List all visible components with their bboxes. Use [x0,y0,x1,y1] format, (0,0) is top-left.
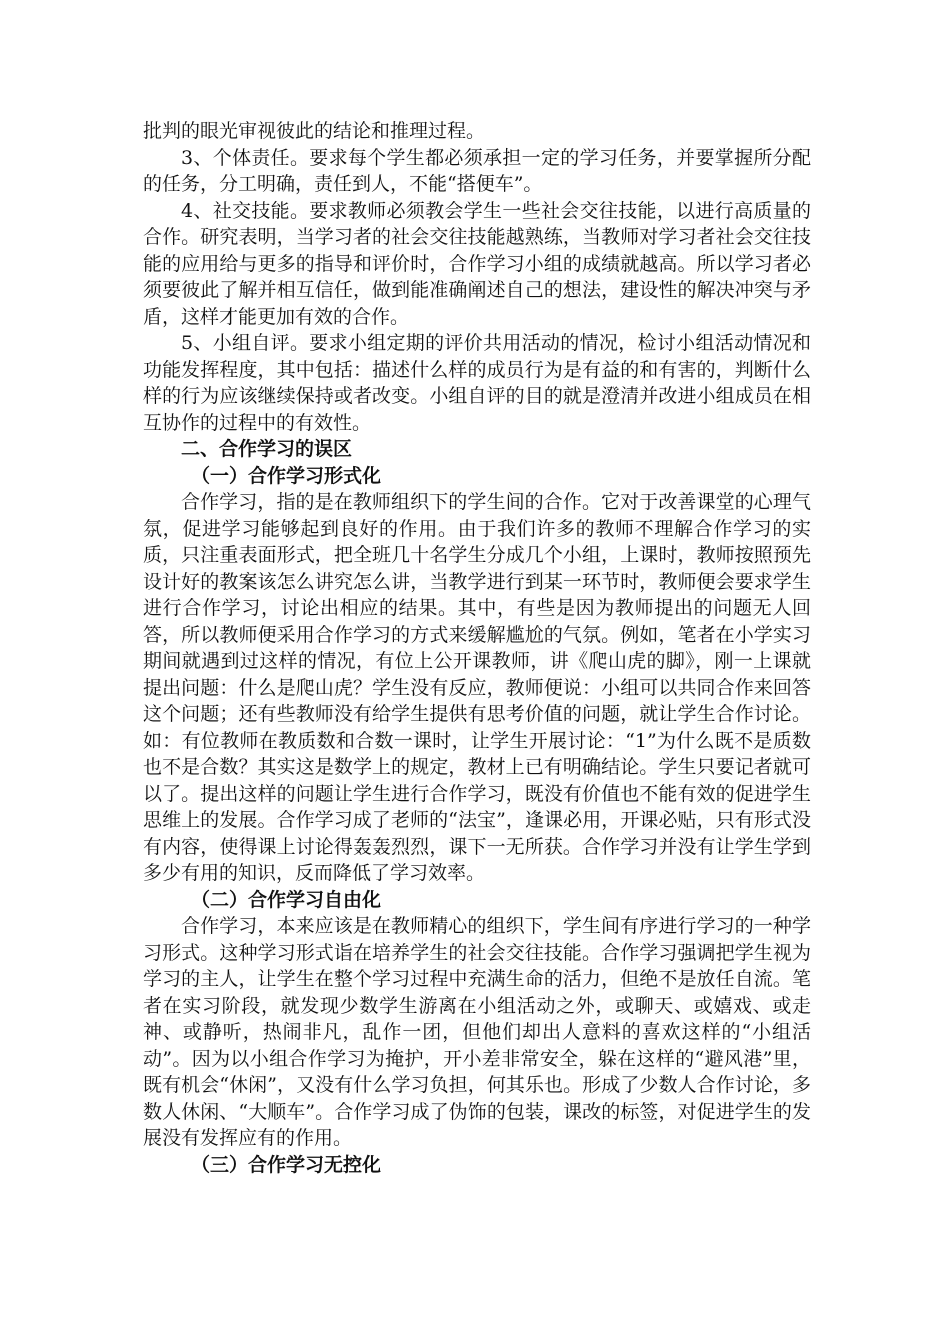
paragraph-continued: 批判的眼光审视彼此的结论和推理过程。 [143,120,486,142]
paragraph-liberalization: 合作学习，本来应该是在教师精心的组织下，学生间有序进行学习的一种学习形式。这种学习形式诣在培养学生的社会交往技能。合作学习强调把学生视为学习的主人，让学生在整个学习过程中充满生命的活力，但绝不是放任自流。笔者在实习阶段，就发现少数学生游离在小组活动之外，或聊天、或嬉戏、或走神、或静听，热闹非凡，乱作一团，但他们却出人意料的喜欢这样的“小组活动”。因为以小组合作学习为掩护，开小差非常安全，躲在这样的“避风港”里，既有机会“休闲”，又没有什么学习负担，何其乐也。形成了少数人合作讨论，多数人休闲、“大顺车”。合作学习成了伪饰的包装，课改的标签，对促进学生的发展没有发挥应有的作用。 [143,915,811,1149]
section-heading: 二、合作学习的误区 [181,438,353,460]
paragraph-formalization: 合作学习，指的是在教师组织下的学生间的合作。它对于改善课堂的心理气氛，促进学习能够起到良好的作用。由于我们许多的教师不理解合作学习的实质，只注重表面形式，把全班几十名学生分成几个小组，上课时，教师按照预先设计好的教案该怎么讲究怎么讲，当教学进行到某一环节时，教师便会要求学生进行合作学习，讨论出相应的结果。其中，有些是因为教师提出的问题无人回答，所以教师便采用合作学习的方式来缓解尴尬的气氛。例如，笔者在小学实习期间就遇到过这样的情况，有位上公开课教师，讲《爬山虎的脚》，刚一上课就提出问题：什么是爬山虎？学生没有反应，教师便说：小组可以共同合作来回答这个问题；还有些教师没有给学生提供有思考价值的问题，就让学生合作讨论。如：有位教师在教质数和合数一课时，让学生开展讨论：“1”为什么既不是质数也不是合数？其实这是数学上的规定，教材上已有明确结论。学生只要记者就可以了。提出这样的问题让学生进行合作学习，既没有价值也不能有效的促进学生思维上的发展。合作学习成了老师的“法宝”，逢课必用，开课必贴，只有形式没有内容，使得课上讨论得轰轰烈烈，课下一无所获。合作学习并没有让学生学到多少有用的知识，反而降低了学习效率。 [143,491,811,884]
subsection-heading-liberalization: （二）合作学习自由化 [191,888,382,911]
document-body [143,118,811,1178]
paragraph-social-skills: 4、社交技能。要求教师必须教会学生一些社会交往技能，以进行高质量的合作。研究表明，当学习者的社会交往技能越熟练，当教师对学习者社会交往技能的应用给与更多的指导和评价时，合作学习小组的成绩就越高。所以学习者必须要彼此了解并相互信任，做到能准确阐述自己的想法，建设性的解决冲突与矛盾，这样才能更加有效的合作。 [143,199,811,328]
paragraph-individual-responsibility: 3、个体责任。要求每个学生都必须承担一定的学习任务，并要掌握所分配的任务，分工明确，责任到人，不能“搭便车”。 [143,146,811,195]
paragraph-group-self-evaluation: 5、小组自评。要求小组定期的评价共用活动的情况，检讨小组活动情况和功能发挥程度，其中包括：描述什么样的成员行为是有益的和有害的，判断什么样的行为应该继续保持或者改变。小组自评的目的就是澄清并改进小组成员在相互协作的过程中的有效性。 [143,332,811,434]
subsection-heading-formalization: （一）合作学习形式化 [191,464,382,487]
subsection-heading-uncontrolled: （三）合作学习无控化 [191,1153,382,1176]
